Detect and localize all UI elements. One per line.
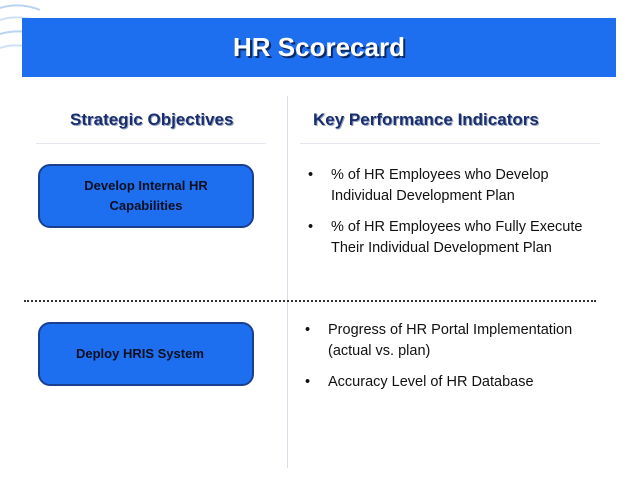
row-separator	[24, 300, 596, 302]
objective-box-1: Develop Internal HR Capabilities	[38, 164, 254, 228]
kpi-item	[308, 165, 588, 207]
kpis-column-header: Key Performance Indicators	[313, 110, 539, 129]
bullet-icon: •	[308, 167, 314, 183]
kpi-text: % of HR Employees who Develop Individual Development Plan	[331, 167, 549, 204]
kpis-header-rule	[300, 143, 600, 144]
kpi-text: Accuracy Level of HR Database	[328, 374, 534, 390]
bullet-icon: •	[308, 219, 314, 235]
page-title: HR Scorecard	[233, 32, 405, 62]
kpi-list-2	[305, 320, 595, 403]
objectives-column-header: Strategic Objectives	[70, 110, 234, 129]
kpi-text: Progress of HR Portal Implementation (actual vs. plan)	[328, 322, 573, 359]
title-bar	[22, 18, 616, 77]
kpi-item	[305, 320, 595, 362]
kpi-item	[305, 372, 595, 393]
kpi-list-1	[308, 165, 588, 269]
column-divider	[287, 96, 288, 468]
kpi-item	[308, 217, 588, 259]
bullet-icon: •	[305, 374, 311, 390]
bullet-icon: •	[305, 322, 311, 338]
objectives-header-rule	[36, 143, 266, 144]
objective-box-2: Deploy HRIS System	[38, 322, 254, 386]
kpi-text: % of HR Employees who Fully Execute Their Individual Development Plan	[331, 219, 583, 256]
